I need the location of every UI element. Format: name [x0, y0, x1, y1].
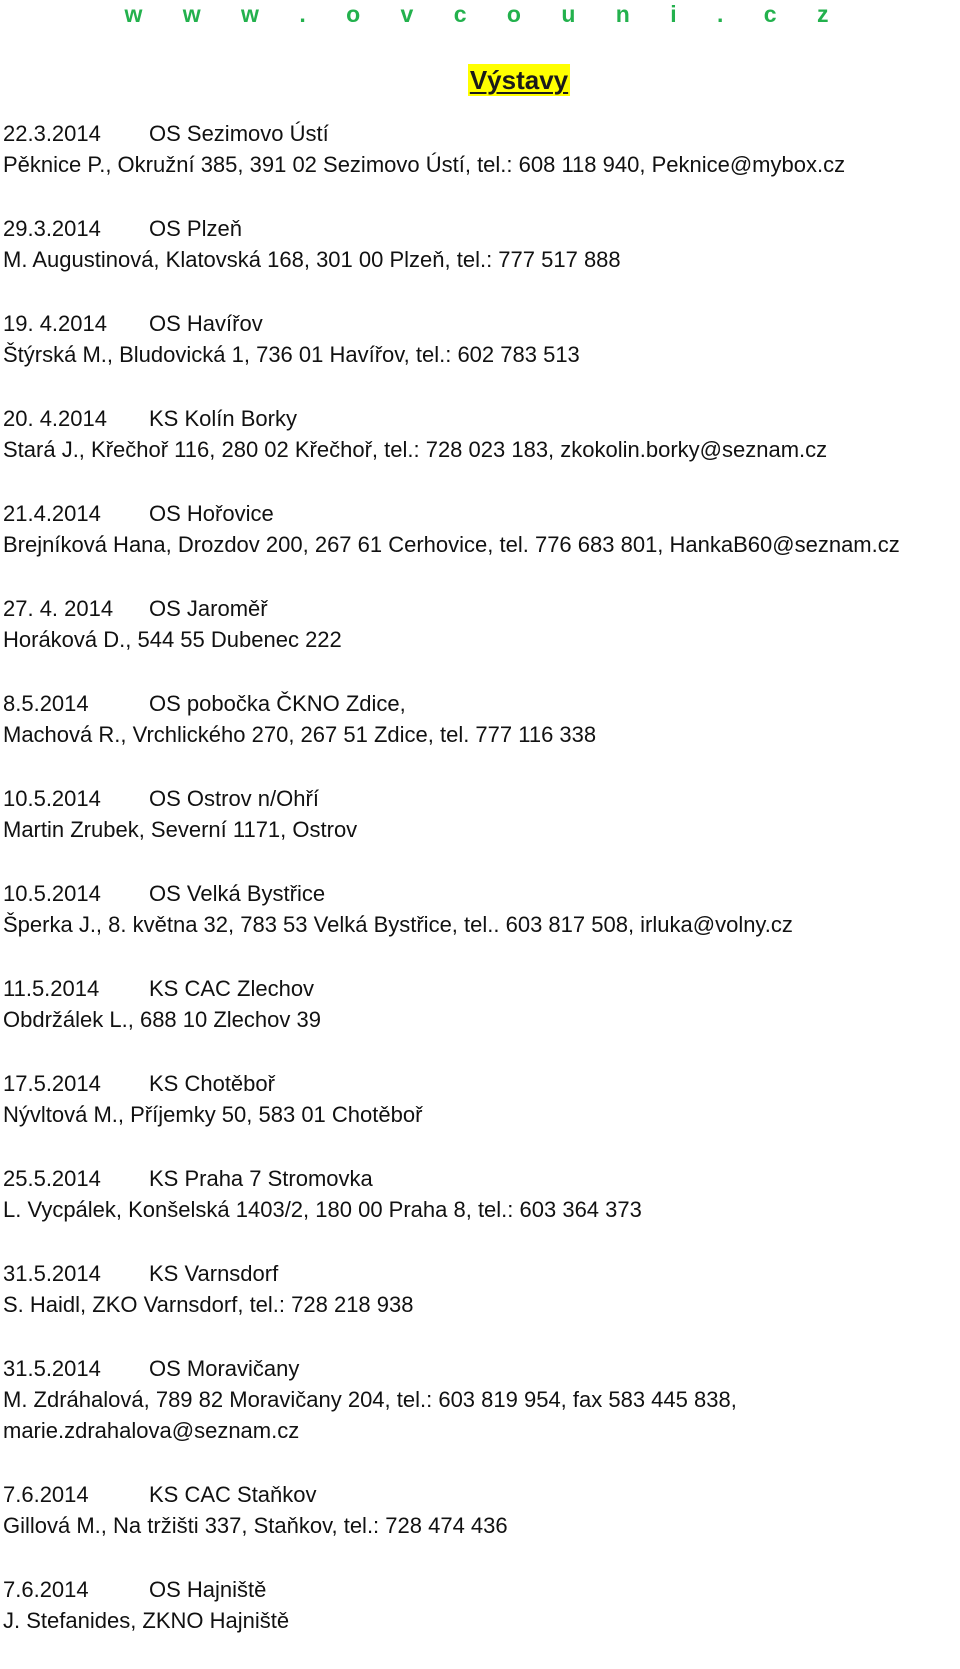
event-contact: Nývltová M., Příjemky 50, 583 01 Chotěboř — [3, 1102, 423, 1127]
event-contact: Martin Zrubek, Severní 1171, Ostrov — [3, 817, 358, 842]
event-date: 31.5.2014 — [3, 1356, 101, 1381]
event-contact: M. Zdráhalová, 789 82 Moravičany 204, tel.: 603 819 954, fax 583 445 838, marie.zdrahalova@seznam.cz — [3, 1387, 737, 1443]
event-date: 20. 4.2014 — [3, 406, 107, 431]
event-date: 10.5.2014 — [3, 786, 101, 811]
event-name: KS CAC Zlechov — [149, 976, 315, 1001]
event-date: 11.5.2014 — [3, 976, 100, 1001]
event-item — [3, 1068, 953, 1163]
event-item — [3, 1258, 953, 1353]
event-item — [3, 118, 953, 213]
event-item — [3, 688, 953, 783]
event-name: OS Hořovice — [149, 501, 274, 526]
event-name: OS Hajniště — [149, 1577, 267, 1602]
event-item — [3, 498, 953, 593]
event-name: OS Jaroměř — [149, 596, 268, 621]
event-contact: Obdržálek L., 688 10 Zlechov 39 — [3, 1007, 321, 1032]
event-item — [3, 1163, 953, 1258]
event-name: OS Ostrov n/Ohří — [149, 786, 319, 811]
event-date: 25.5.2014 — [3, 1166, 101, 1191]
event-date: 22.3.2014 — [3, 121, 101, 146]
event-contact: Gillová M., Na tržišti 337, Staňkov, tel.: 728 474 436 — [3, 1513, 508, 1538]
event-contact: Štýrská M., Bludovická 1, 736 01 Havířov, tel.: 602 783 513 — [3, 342, 580, 367]
event-item — [3, 593, 953, 688]
event-contact: Pěknice P., Okružní 385, 391 02 Sezimovo Ústí, tel.: 608 118 940, Peknice@mybox.cz — [3, 152, 846, 177]
event-contact: M. Augustinová, Klatovská 168, 301 00 Plzeň, tel.: 777 517 888 — [3, 247, 621, 272]
event-item — [3, 1574, 953, 1669]
event-name: KS CAC Staňkov — [149, 1482, 317, 1507]
event-item — [3, 1479, 953, 1574]
event-contact: Stará J., Křečhoř 116, 280 02 Křečhoř, tel.: 728 023 183, zkokolin.borky@seznam.cz — [3, 437, 828, 462]
event-contact: Horáková D., 544 55 Dubenec 222 — [3, 627, 342, 652]
event-date: 29.3.2014 — [3, 216, 101, 241]
event-item — [3, 403, 953, 498]
event-item — [3, 783, 953, 878]
event-item — [3, 878, 953, 973]
event-name: OS pobočka ČKNO Zdice, — [149, 691, 406, 716]
event-item — [3, 213, 953, 308]
event-item — [3, 1353, 953, 1479]
event-name: OS Velká Bystřice — [149, 881, 326, 906]
event-date: 8.5.2014 — [3, 691, 89, 716]
event-item — [3, 973, 953, 1068]
event-name: OS Moravičany — [149, 1356, 300, 1381]
event-name: OS Plzeň — [149, 216, 242, 241]
event-item — [3, 308, 953, 403]
event-date: 7.6.2014 — [3, 1482, 89, 1507]
event-date: 31.5.2014 — [3, 1261, 101, 1286]
event-date: 21.4.2014 — [3, 501, 101, 526]
event-contact: Šperka J., 8. května 32, 783 53 Velká Bystřice, tel.. 603 817 508, irluka@volny.cz — [3, 912, 793, 937]
event-contact: L. Vycpálek, Konšelská 1403/2, 180 00 Praha 8, tel.: 603 364 373 — [3, 1197, 642, 1222]
event-name: OS Sezimovo Ústí — [149, 121, 329, 146]
events-list — [3, 118, 953, 1669]
event-contact: J. Stefanides, ZKNO Hajniště — [3, 1608, 290, 1633]
event-name: OS Havířov — [149, 311, 263, 336]
event-name: KS Varnsdorf — [149, 1261, 279, 1286]
event-name: KS Kolín Borky — [149, 406, 297, 431]
event-date: 19. 4.2014 — [3, 311, 107, 336]
event-contact: S. Haidl, ZKO Varnsdorf, tel.: 728 218 938 — [3, 1292, 414, 1317]
page-title: Výstavy — [469, 65, 569, 95]
event-contact: Machová R., Vrchlického 270, 267 51 Zdice, tel. 777 116 338 — [3, 722, 597, 747]
event-date: 10.5.2014 — [3, 881, 101, 906]
event-name: KS Praha 7 Stromovka — [149, 1166, 373, 1191]
event-date: 17.5.2014 — [3, 1071, 101, 1096]
event-contact: Brejníková Hana, Drozdov 200, 267 61 Cerhovice, tel. 776 683 801, HankaB60@seznam.cz — [3, 532, 900, 557]
event-date: 27. 4. 2014 — [3, 596, 114, 621]
event-date: 7.6.2014 — [3, 1577, 89, 1602]
event-name: KS Chotěboř — [149, 1071, 275, 1096]
site-url-header: w w w . o v c o u n i . c z — [124, 1, 846, 27]
